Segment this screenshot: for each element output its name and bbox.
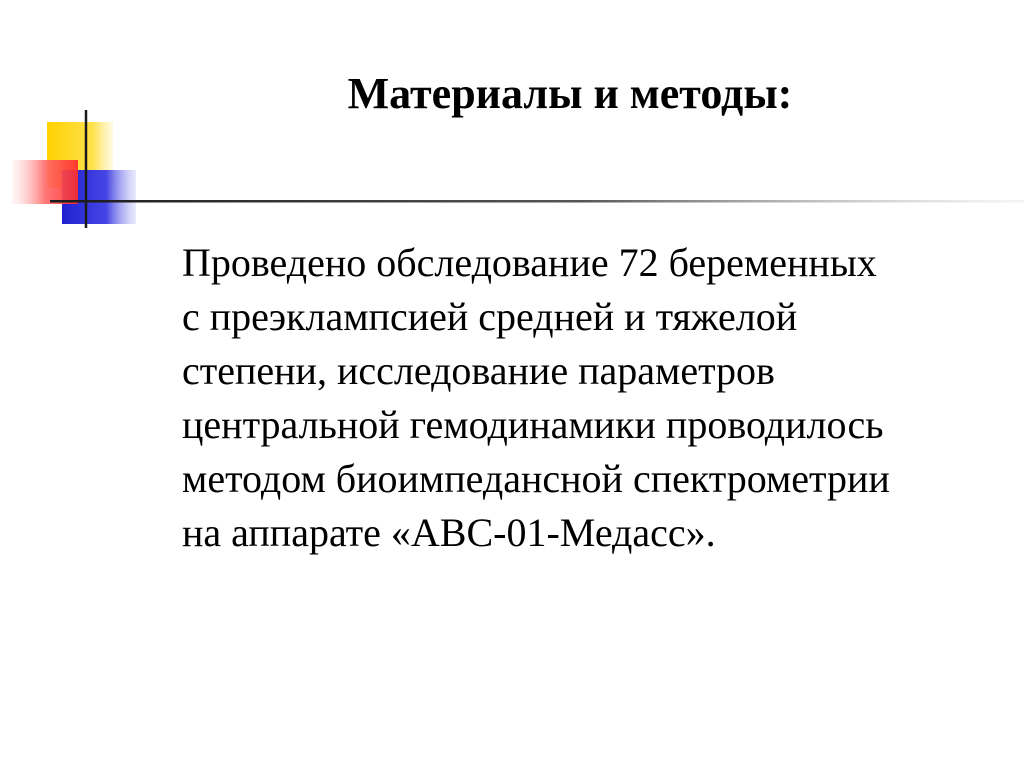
body-line: на аппарате «АВС-01-Медасс».	[182, 510, 716, 555]
body-line: степени, исследование параметров	[182, 348, 775, 393]
red-square-shape	[12, 160, 78, 204]
body-line: с преэклампсией средней и тяжелой	[182, 294, 798, 339]
horizontal-rule-line	[50, 200, 1024, 203]
decorative-square-cluster	[0, 0, 1024, 260]
slide-title: Материалы и методы:	[347, 69, 793, 118]
slide-body-text	[182, 236, 1012, 560]
body-line: Проведено обследование 72 беременных	[182, 240, 877, 285]
body-line: центральной гемодинамики проводилось	[182, 402, 884, 447]
body-line: методом биоимпедансной спектрометрии	[182, 456, 890, 501]
